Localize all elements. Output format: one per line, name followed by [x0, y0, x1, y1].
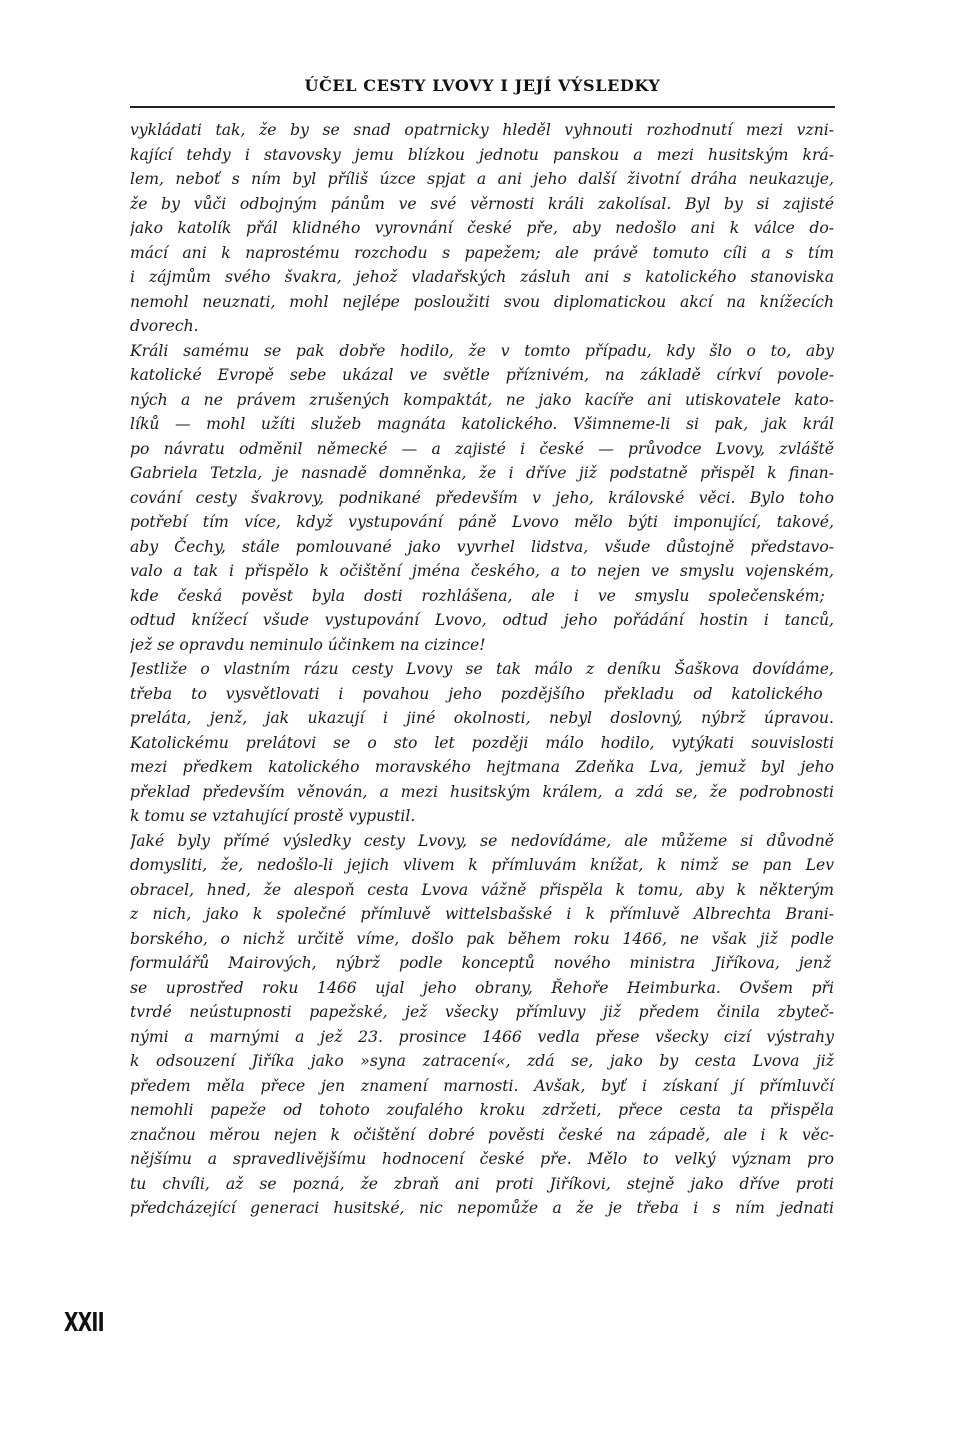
text-line: potřebí tím více, když vystupování páně Lvovo mělo býti imponující, takové,: [130, 513, 834, 531]
header-rule: [130, 106, 835, 108]
text-line: značnou měrou nejen k očištění dobré pověsti české na západě, ale i k věc-: [130, 1125, 834, 1144]
text-line: že by vůči odbojným pánům ve své věrnosti králi zakolísal. Byl by si zajisté: [130, 194, 834, 213]
running-head: ÚČEL CESTY LVOVY I JEJÍ VÝSLEDKY: [304, 76, 661, 95]
text-line: odtud knížecí všude vystupování Lvovo, odtud jeho pořádání hostin i tanců,: [130, 611, 834, 629]
text-line: nějšímu a spravedlivějšímu hodnocení české pře. Mělo to velký význam pro: [130, 1150, 834, 1168]
text-line: mezi předkem katolického moravského hejtmana Zdeňka Lva, jemuž byl jeho: [130, 758, 834, 776]
text-line: jako katolík přál klidného vyrovnání české pře, aby nedošlo ani k válce do-: [130, 219, 834, 237]
text-line: k tomu se vztahující prostě vypustil.: [130, 807, 416, 825]
text-line: preláta, jenž, jak ukazují i jiné okolnosti, nebyl doslovný, nýbrž úpravou.: [130, 709, 834, 727]
text-line: valo a tak i přispělo k očištění jména českého, a to nejen ve smyslu vojenském,: [130, 562, 834, 580]
text-line: obracel, hned, že alespoň cesta Lvova vážně přispěla k tomu, aby k některým: [130, 880, 834, 899]
text-line: tu chvíli, až se pozná, že zbraň ani proti Jiříkovi, stejně jako dříve proti: [130, 1174, 834, 1193]
text-line: předcházející generaci husitské, nic nepomůže a že je třeba i s ním jednati: [130, 1199, 834, 1217]
text-line: Gabriela Tetzla, je nasnadě domněnka, že i dříve již podstatně přispěl k finan-: [130, 464, 834, 482]
text-line: nemohl neuznati, mohl nejlépe posloužiti svou diplomatickou akcí na knížecích: [130, 292, 834, 311]
text-line: k odsouzení Jiříka jako »syna zatracení«, zdá se, jako by cesta Lvova již: [130, 1052, 834, 1070]
page-number: XXII: [64, 1308, 104, 1338]
text-line: vykládati tak, že by se snad opatrnicky hleděl vyhnouti rozhodnutí mezi vzni-: [130, 121, 834, 139]
text-line: kající tehdy i stavovsky jemu blízkou jednotu panskou a mezi husitským krá-: [130, 145, 834, 164]
text-line: z nich, jako k společné přímluvě wittelsbašské i k přímluvě Albrechta Brani-: [130, 905, 834, 923]
body-text: [130, 118, 835, 1221]
text-line: líků — mohl užíti služeb magnáta katolického. Všimneme-li si pak, jak král: [130, 415, 834, 433]
text-line: aby Čechy, stále pomlouvané jako vyvrhel lidstva, všude důstojně představo-: [130, 537, 834, 556]
text-line: jež se opravdu neminulo účinkem na cizince!: [130, 635, 486, 654]
text-line: ných a ne právem zrušených kompaktát, ne jako kacíře ani utiskovatele kato-: [130, 390, 834, 409]
text-line: formulářů Mairových, nýbrž podle konceptů nového ministra Jiříkova, jenž: [130, 954, 832, 972]
text-line: cování cesty švakrovy, podnikané především v jeho, královské věci. Bylo toho: [130, 488, 834, 507]
text-line: lem, neboť s ním byl příliš úzce spjat a ani jeho další životní dráha neukazuje,: [130, 170, 834, 188]
text-line: i zájmům svého švakra, jehož vladařských zásluh ani s katolického stanoviska: [130, 268, 834, 286]
text-line: Jestliže o vlastním rázu cesty Lvovy se tak málo z deníku Šaškova dovídáme,: [130, 660, 834, 678]
text-line: třeba to vysvětlovati i povahou jeho pozdějšího překladu od katolického: [130, 684, 823, 703]
text-line: se uprostřed roku 1466 ujal jeho obrany, Řehoře Heimburka. Ovšem při: [130, 978, 834, 997]
text-line: mácí ani k naprostému rozchodu s papežem; ale právě tomuto cíli a s tím: [130, 243, 834, 262]
text-line: domysliti, že, nedošlo-li jejich vlivem k přímluvám knížat, k nimž se pan Lev: [130, 856, 834, 874]
text-line: nými a marnými a jež 23. prosince 1466 vedla přese všecky cizí výstrahy: [130, 1027, 834, 1046]
text-line: tvrdé neústupnosti papežské, jež všecky přímluvy již předem činila zbyteč-: [130, 1003, 834, 1021]
text-line: překlad především věnován, a mezi husitským králem, a zdá se, že podrobnosti: [130, 782, 834, 801]
text-line: nemohli papeže od tohoto zoufalého kroku zdržeti, přece cesta ta přispěla: [130, 1101, 834, 1119]
text-line: dvorech.: [130, 317, 199, 335]
text-line: po návratu odměnil německé — a zajisté i české — průvodce Lvovy, zvláště: [130, 439, 834, 458]
text-line: předem měla přece jen znamení marnosti. Avšak, byť i získaní jí přímluvčí: [130, 1076, 834, 1095]
text-line: Králi samému se pak dobře hodilo, že v tomto případu, kdy šlo o to, aby: [130, 341, 834, 360]
text-line: kde česká pověst byla dosti rozhlášena, ale i ve smyslu společenském;: [130, 586, 825, 605]
text-line: Katolickému prelátovi se o sto let později málo hodilo, vytýkati souvislosti: [130, 733, 834, 752]
text-line: borského, o nichž určitě víme, došlo pak během roku 1466, ne však již podle: [130, 929, 834, 948]
text-line: katolické Evropě sebe ukázal ve světle příznivém, na základě církví povole-: [130, 366, 834, 384]
text-line: Jaké byly přímé výsledky cesty Lvovy, se nedovídáme, ale můžeme si důvodně: [130, 831, 834, 850]
